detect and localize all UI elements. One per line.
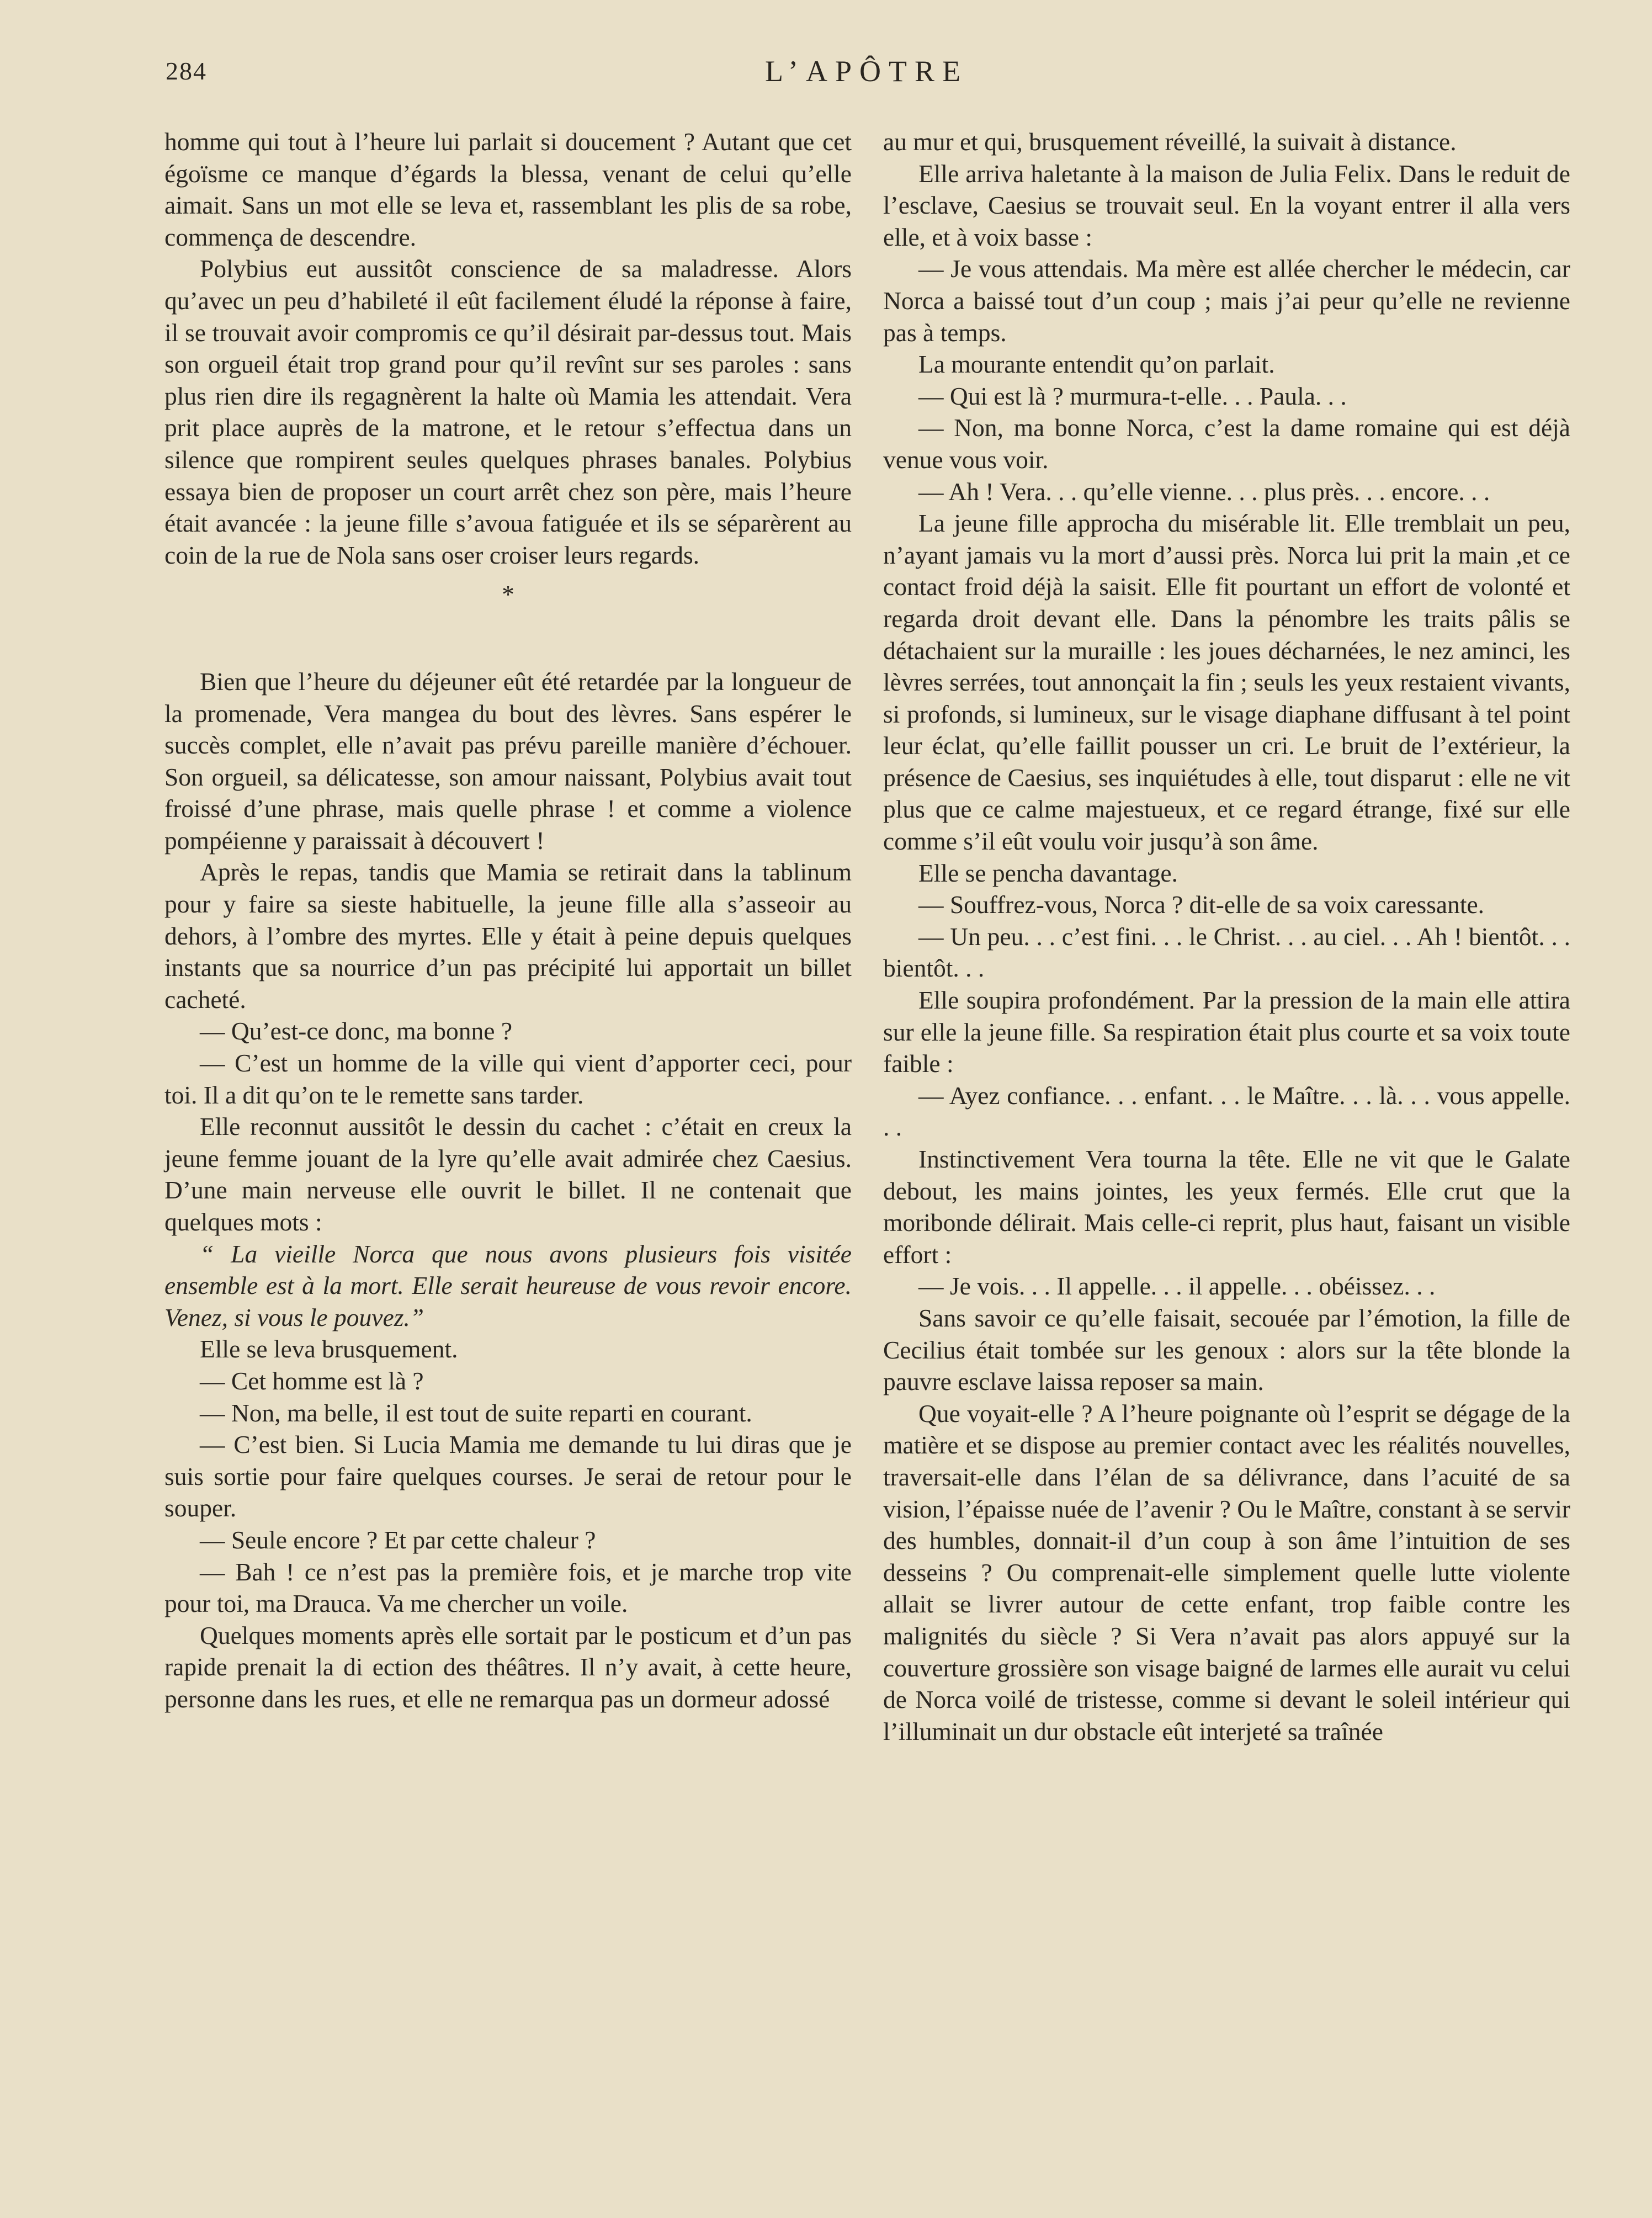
page-number: 284 [166, 57, 207, 85]
paragraph: Après le repas, tandis que Mamia se retirait dans la tablinum pour y faire sa sieste habituelle, la jeune fille alla s’asseoir au dehors, à l’ombre des myrtes. Elle y était à peine depuis quelques instants que sa nourrice d’un pas précipité lui apportait un billet cacheté. [164, 858, 852, 1014]
paragraph: La mourante entendit qu’on parlait. [918, 350, 1275, 379]
dialogue-line: — Ayez confiance. . . enfant. . . le Maître. . . là. . . vous appelle. . . [883, 1081, 1570, 1142]
paragraph: Quelques moments après elle sortait par le posticum et d’un pas rapide prenait la di ection des théâtres. Il n’y avait, à cette heure, personne dans les rues, et elle ne remarqua pas un dormeur adossé [164, 1621, 852, 1713]
dialogue-line: — C’est bien. Si Lucia Mamia me demande tu lui diras que je suis sortie pour faire quelques courses. Je serai de retour pour le souper. [164, 1430, 852, 1522]
page-header [160, 51, 1573, 95]
dialogue-line: — Cet homme est là ? [200, 1366, 424, 1395]
paragraph: Elle se pencha davantage. [918, 858, 1178, 887]
paragraph: Instinctivement Vera tourna la tête. Elle ne vit que le Galate debout, les mains jointes, les yeux fermés. Elle crut que la moribonde délirait. Mais celle-ci reprit, plus haut, faisant un visible effort : [883, 1145, 1570, 1269]
letter-quote: “ La vieille Norca que nous avons plusieurs fois visitée ensemble est à la mort. Elle serait heureuse de vous revoir encore. Venez, si vous le pouvez.” [164, 1239, 852, 1331]
paragraph: Bien que l’heure du déjeuner eût été retardée par la longueur de la promenade, Vera mangea du bout des lèvres. Sans espérer le succès complet, elle n’avait pas prévu pareille manière d’échouer. Son orgueil, sa délicatesse, son amour naissant, Polybius avait tout froissé d’une phrase, mais quelle phrase ! et comme a violence pompéienne y paraissait à découvert ! [164, 667, 852, 855]
dialogue-line: — C’est un homme de la ville qui vient d’apporter ceci, pour toi. Il a dit qu’on te le remette sans tarder. [164, 1049, 852, 1109]
paragraph: Elle soupira profondément. Par la pression de la main elle attira sur elle la jeune fille. Sa respiration était plus courte et sa voix toute faible : [883, 986, 1570, 1078]
paragraph: La jeune fille approcha du misérable lit. Elle tremblait un peu, n’ayant jamais vu la mort d’aussi près. Norca lui prit la main ,et ce contact froid déjà la saisit. Elle fit pourtant un effort de volonté et regarda droit devant elle. Dans la pénombre les traits pâlis se détachaient sur la muraille : les joues décharnées, le nez aminci, les lèvres serrées, tout annonçait la fin ; seuls les yeux restaient vivants, si profonds, si lumineux, sur le visage diaphane diffusant à tel point leur éclat, qu’elle faillit pousser un cri. Le bruit de l’extérieur, la présence de Caesius, ses inquiétudes à elle, tout disparut : elle ne vit plus que ce calme majestueux, et ce regard étrange, fixé sur elle comme s’il eût voulu voir jusqu’à son âme. [883, 509, 1570, 856]
right-column [883, 126, 1570, 1747]
dialogue-line: — Je vous attendais. Ma mère est allée chercher le médecin, car Norca a baissé tout d’un coup ; mais j’ai peur qu’elle ne revienne pas à temps. [883, 254, 1570, 347]
paragraph: Elle arriva haletante à la maison de Julia Felix. Dans le reduit de l’esclave, Caesius se trouvait seul. En la voyant entrer il alla vers elle, et à voix basse : [883, 159, 1570, 251]
dialogue-line: — Un peu. . . c’est fini. . . le Christ. . . au ciel. . . Ah ! bientôt. . . bientôt. . . [883, 922, 1570, 983]
paragraph: Polybius eut aussitôt conscience de sa maladresse. Alors qu’avec un peu d’habileté il eût facilement éludé la réponse à faire, il se trouvait avoir compromis ce qu’il désirait par-dessus tout. Mais son orgueil était trop grand pour qu’il revînt sur ses paroles : sans plus rien dire ils regagnèrent la halte où Mamia les attendait. Vera prit place auprès de la matrone, et le retour s’effectua dans un silence que rompirent seules quelques phrases banales. Polybius essaya bien de proposer un court arrêt chez son père, mais l’heure était avancée : la jeune fille s’avoua fatiguée et ils se séparèrent au coin de la rue de Nola sans oser croiser leurs regards. [164, 254, 852, 569]
dialogue-line: — Ah ! Vera. . . qu’elle vienne. . . plus près. . . encore. . . [918, 477, 1490, 506]
paragraph: Que voyait-elle ? A l’heure poignante où l’esprit se dégage de la matière et se dispose au premier contact avec les réalités nouvelles, traversait-elle dans l’élan de sa délivrance, dans l’acuité de sa vision, l’épaisse nuée de l’avenir ? Ou le Maître, constant à se servir des humbles, donnait-il d’un coup à son âme l’intuition de ses desseins ? Ou comprenait-elle simplement quelle lutte violente allait se livrer autour de cette enfant, trop faible contre les malignités du siècle ? Si Vera n’avait pas alors appuyé sur la couverture grossière son visage baigné de larmes elle aurait vu celui de Norca voilé de tristesse, comme si devant le soleil intérieur qui l’illuminait un dur obstacle eût interjeté sa traînée [883, 1399, 1570, 1745]
dialogue-line: — Qu’est-ce donc, ma bonne ? [200, 1017, 513, 1046]
dialogue-line: — Je vois. . . Il appelle. . . il appelle. . . obéissez. . . [918, 1272, 1436, 1301]
running-title: L’APÔTRE [764, 55, 969, 88]
dialogue-line: — Souffrez-vous, Norca ? dit-elle de sa voix caressante. [918, 890, 1485, 919]
dialogue-line: — Bah ! ce n’est pas la première fois, et je marche trop vite pour toi, ma Drauca. Va me chercher un voile. [164, 1557, 852, 1618]
paragraph: Sans savoir ce qu’elle faisait, secouée par l’émotion, la fille de Cecilius était tombée sur les genoux : alors sur la tête blonde la pauvre esclave laissa reposer sa main. [883, 1303, 1570, 1396]
left-column [164, 126, 852, 1715]
dialogue-line: — Seule encore ? Et par cette chaleur ? [200, 1525, 596, 1554]
paragraph: au mur et qui, brusquement réveillé, la suivait à distance. [883, 128, 1457, 156]
paragraph: Elle reconnut aussitôt le dessin du cachet : c’était en creux la jeune femme jouant de la lyre qu’elle avait admirée chez Caesius. D’une main nerveuse elle ouvrit le billet. Il ne contenait que quelques mots : [164, 1112, 852, 1236]
paragraph: Elle se leva brusquement. [200, 1335, 458, 1363]
paragraph: homme qui tout à l’heure lui parlait si doucement ? Autant que cet égoïsme ce manque d’égards la blessa, venant de celui qu’elle aimait. Sans un mot elle se leva et, rassemblant les plis de sa robe, commença de descendre. [164, 128, 852, 251]
dialogue-line: — Non, ma bonne Norca, c’est la dame romaine qui est déjà venue vous voir. [883, 413, 1570, 474]
dialogue-line: — Non, ma belle, il est tout de suite reparti en courant. [200, 1398, 752, 1427]
section-separator: * [502, 580, 514, 609]
dialogue-line: — Qui est là ? murmura-t-elle. . . Paula. . . [918, 381, 1347, 410]
